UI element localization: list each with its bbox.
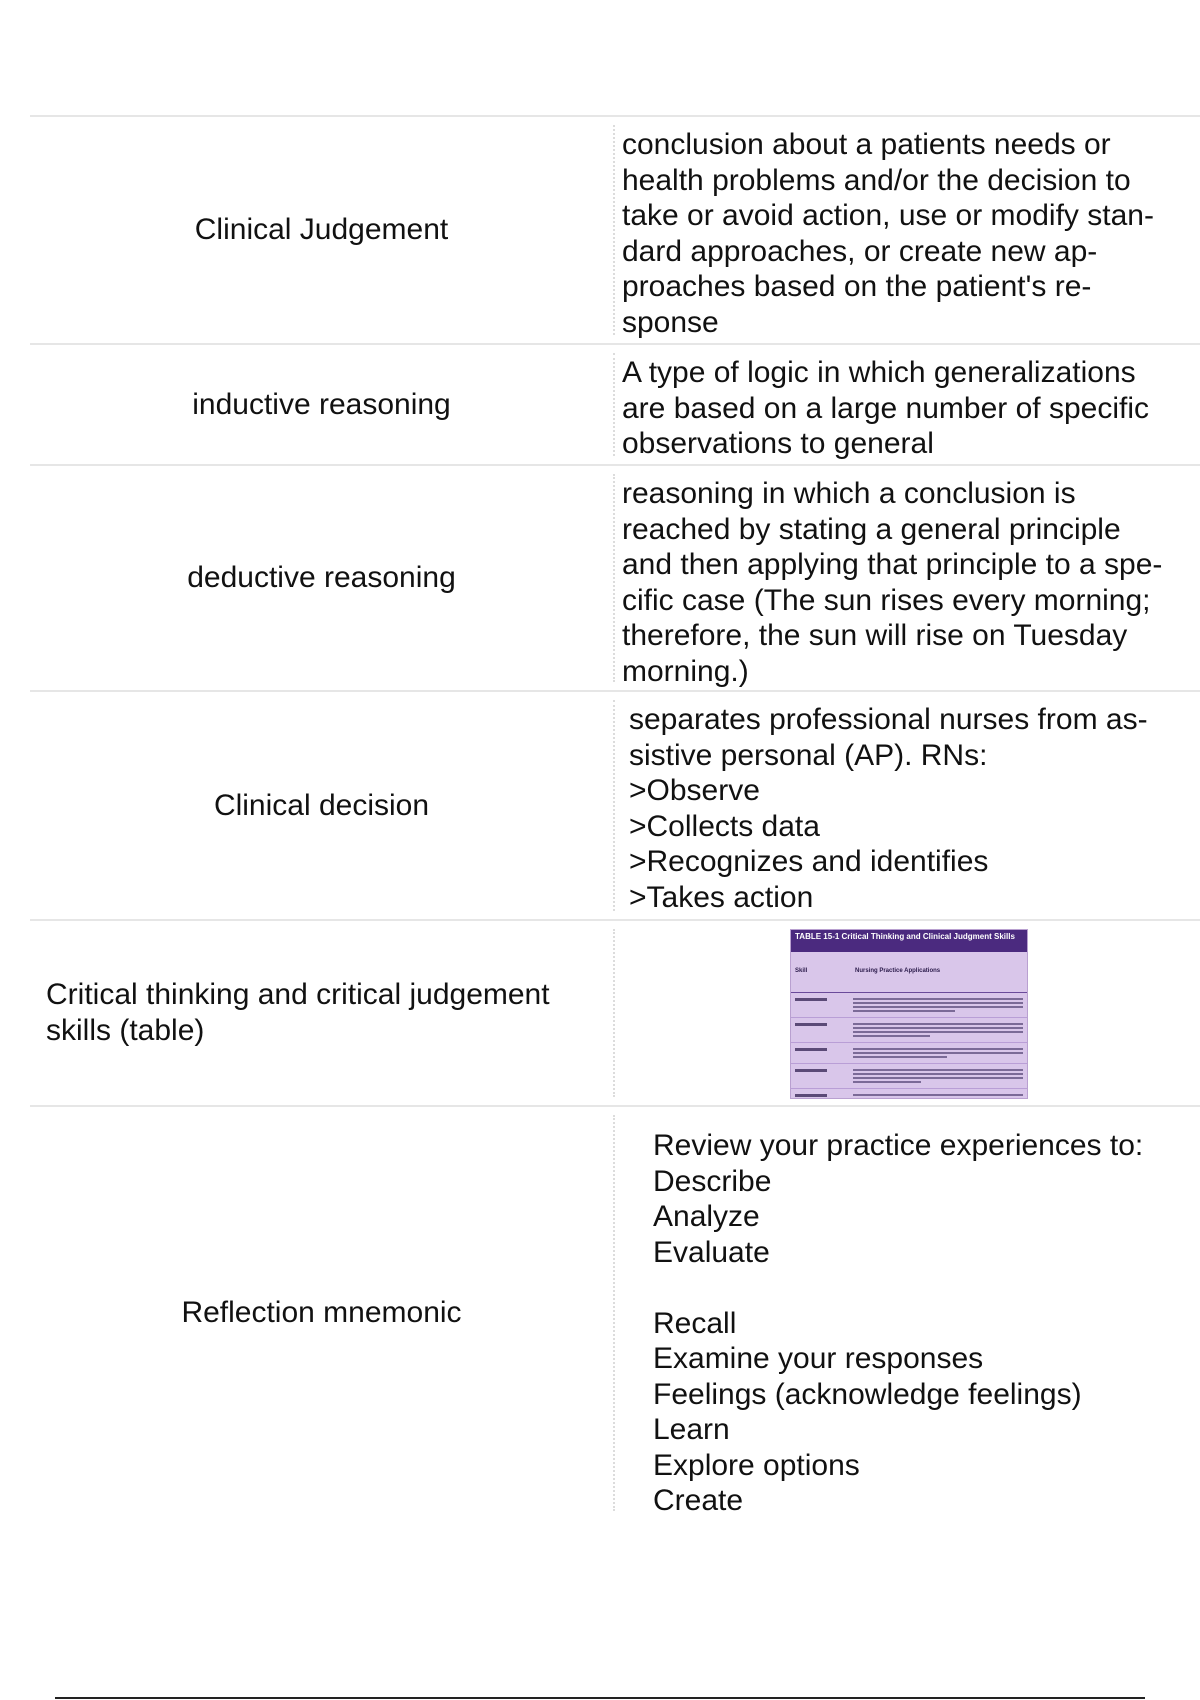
card-row (30, 692, 1200, 921)
flashcard-table (30, 115, 1200, 1519)
card-row (30, 1107, 1200, 1519)
definition-line: sponse (622, 305, 719, 339)
definition-line: Create (653, 1484, 744, 1517)
table-thumbnail-image (790, 929, 1028, 1099)
definition-line: and then applying that principle to a spe- (622, 548, 1163, 581)
definition-line: Explore options (653, 1448, 860, 1482)
definition-line: separates professional nurses from as- (629, 703, 1148, 736)
card-term: Clinical decision (213, 788, 430, 822)
card-term: Reflection mnemonic (181, 1296, 462, 1329)
thumbnail-row (791, 1018, 1027, 1043)
definition-spacer (653, 1270, 1196, 1306)
card-row (30, 117, 1200, 345)
thumbnail-col-apps: Nursing Practice Applications (855, 968, 941, 974)
definition-line: sistive personal (AP). RNs: (629, 738, 988, 772)
thumbnail-columns (791, 952, 1027, 993)
definition-line: reached by stating a general principle (622, 512, 1121, 546)
card-definition (613, 353, 1200, 460)
definition-line: cific case (The sun rises every morning; (622, 583, 1151, 617)
term-line: Critical thinking and critical judgement (46, 978, 550, 1011)
definition-line: Learn (653, 1413, 730, 1446)
definition-line: reasoning in which a conclusion is (622, 477, 1076, 510)
card-definition (613, 1115, 1200, 1517)
definition-line: A type of logic in which generalizations (622, 356, 1136, 389)
thumbnail-row (791, 1043, 1027, 1064)
card-row (30, 345, 1200, 466)
definition-line: >Collects data (629, 809, 820, 843)
definition-line: Review your practice experiences to: (653, 1129, 1144, 1162)
card-term: deductive reasoning (187, 561, 456, 594)
definition-line: Describe (653, 1164, 772, 1198)
card-definition (613, 474, 1200, 688)
definition-line: therefore, the sun will rise on Tuesday (622, 619, 1128, 652)
definition-line: Analyze (653, 1200, 760, 1233)
thumbnail-row (791, 1064, 1027, 1089)
definition-line: are based on a large number of specific (622, 391, 1149, 425)
card-row (30, 921, 1200, 1107)
definition-line: conclusion about a patients needs or (622, 128, 1111, 161)
definition-line: proaches based on the patient's re- (622, 270, 1092, 303)
card-row (30, 466, 1200, 692)
card-term: inductive reasoning (192, 387, 451, 421)
definition-line: morning.) (622, 654, 749, 688)
definition-line: health problems and/or the decision to (622, 163, 1131, 197)
term-line: skills (table) (46, 1014, 205, 1047)
definition-line: >Observe (629, 774, 760, 807)
card-definition (613, 929, 1200, 1097)
definition-line: Recall (653, 1306, 737, 1340)
card-definition (613, 700, 1200, 914)
definition-line: dard approaches, or create new ap- (622, 234, 1098, 268)
definition-line: Evaluate (653, 1235, 770, 1269)
definition-line: take or avoid action, use or modify stan- (622, 199, 1154, 232)
definition-line: >Takes action (629, 880, 814, 914)
thumbnail-row (791, 1089, 1027, 1100)
thumbnail-col-skill: Skill (795, 968, 808, 974)
thumbnail-row (791, 993, 1027, 1018)
definition-line: Examine your responses (653, 1342, 984, 1375)
thumbnail-title: TABLE 15-1 Critical Thinking and Clinical Judgment Skills (791, 930, 1027, 952)
definition-line: >Recognizes and identifies (629, 845, 989, 878)
card-term: Clinical Judgement (194, 213, 449, 246)
definition-line: Feelings (acknowledge feelings) (653, 1377, 1082, 1411)
definition-line: observations to general (622, 427, 934, 460)
footer-divider (55, 1697, 1145, 1699)
card-term (30, 921, 613, 1105)
card-definition (613, 125, 1200, 339)
